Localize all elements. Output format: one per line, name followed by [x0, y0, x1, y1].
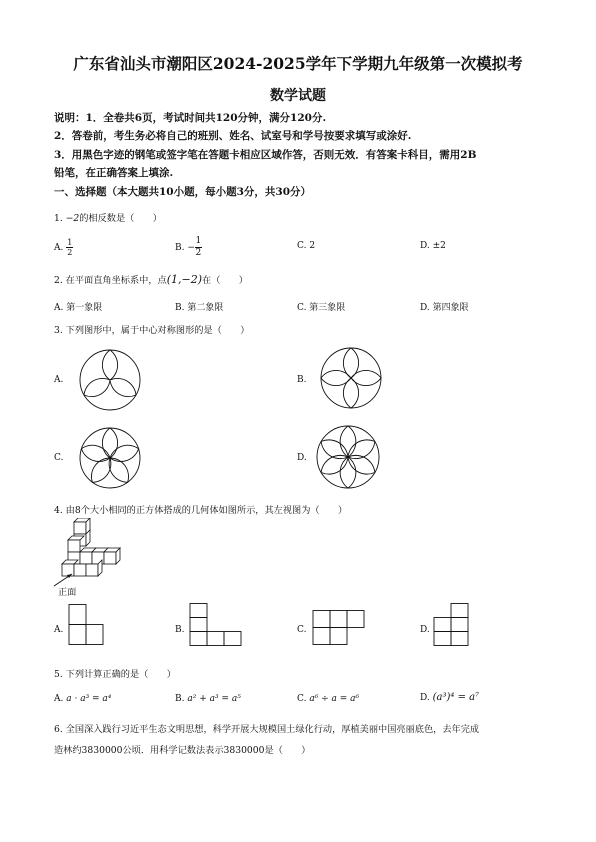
page-title: 广东省汕头市潮阳区2024-2025学年下学期九年级第一次模拟考 — [73, 54, 523, 73]
petal — [340, 457, 356, 488]
q5-option-b: B. a² + a³ = a⁵ — [175, 694, 241, 704]
q3-figure-c — [78, 426, 142, 490]
q1-text: 的相反数是（ ） — [79, 213, 162, 224]
q5-option-d: D. (a³)⁴ = a⁷ — [420, 692, 480, 703]
q4-d-label: D. — [420, 625, 430, 635]
q2-option-c: C. 第三象限 — [297, 303, 346, 313]
q4-option-b-view — [188, 603, 248, 647]
petal — [110, 378, 136, 396]
note-3b: 铅笔，在正确答案上填涂. — [54, 167, 174, 179]
question-5-stem: 5. 下列计算正确的是（ ） — [54, 669, 176, 680]
q4-a-label: A. — [54, 625, 64, 635]
q3-figure-a — [78, 348, 142, 412]
q1-option-b — [175, 236, 202, 259]
petal — [102, 428, 117, 458]
q4-option-d-view — [432, 603, 472, 647]
question-1-stem — [54, 210, 162, 224]
q1-a-label: A. — [54, 243, 64, 253]
page-subtitle: 数学试题 — [270, 88, 326, 104]
petal — [84, 378, 110, 396]
q3-d-label: D. — [297, 453, 307, 463]
petal — [102, 350, 117, 380]
petal — [340, 426, 356, 457]
q2-option-a: A. 第一象限 — [54, 303, 103, 313]
question-4-stem: 4. 由8个大小相同的正方体搭成的几何体如图所示，其左视图为（ ） — [54, 505, 348, 516]
note-3a: 3．用黑色字迹的钢笔或签字笔在答题卡相应区域作答，否则无效．有答案卡科目，需用2B — [54, 149, 477, 161]
q1-option-d: D. ±2 — [420, 241, 446, 251]
q5-option-c: C. a⁶ ÷ a = a⁶ — [297, 694, 360, 704]
q5-d-expr: (a³)⁴ = a⁷ — [432, 692, 480, 703]
q4-front-label: 正面 — [58, 587, 77, 598]
section-heading: 一、选择题（本大题共10小题，每小题3分，共30分） — [54, 186, 312, 198]
q4-c-label: C. — [297, 625, 307, 635]
q3-c-label: C. — [54, 453, 64, 463]
q1-a-fraction: $\frac{1}{2}$ — [67, 238, 73, 257]
q1-b-label: B. — [175, 243, 185, 253]
q4-option-a-view — [66, 604, 106, 646]
q2-option-b: B. 第二象限 — [175, 303, 224, 313]
q1-b-fraction: $\frac{1}{2}$ — [195, 236, 202, 258]
question-3-stem: 3. 下列图形中，属于中心对称图形的是（ ） — [54, 325, 250, 336]
q5-b-expr: a² + a³ = a⁵ — [187, 694, 241, 704]
q1-b-sign: − — [187, 243, 195, 253]
q1-option-c: C. 2 — [297, 241, 316, 251]
q1-option-a — [54, 238, 73, 257]
q4-option-c-view — [311, 610, 371, 646]
question-2-stem: 2. 在平面直角坐标系中，点(1,−2)在（ ） — [54, 273, 248, 286]
q3-figure-d — [315, 424, 381, 490]
q3-b-label: B. — [297, 375, 307, 385]
q5-a-expr: a · a³ = a⁴ — [66, 694, 112, 704]
q4-b-label: B. — [175, 625, 185, 635]
note-2: 2．答卷前，考生务必将自己的班别、姓名、试室号和学号按要求填写或涂好. — [54, 130, 412, 142]
note-1: 说明：1．全卷共6页，考试时间共120分钟，满分120分. — [54, 112, 327, 124]
q1-number: 1. — [54, 213, 63, 224]
q3-figure-b — [319, 346, 383, 410]
q5-c-expr: a⁶ ÷ a = a⁶ — [309, 694, 360, 704]
q2-option-d: D. 第四象限 — [420, 303, 469, 313]
q1-math: −2 — [65, 213, 80, 224]
q3-a-label: A. — [54, 375, 64, 385]
question-6-line2: 造林约3830000公顷．用科学记数法表示3830000是（ ） — [54, 745, 311, 756]
question-6-line1: 6. 全国深入践行习近平生态文明思想，科学开展大规模国土绿化行动，厚植美丽中国亮丽底色，去年完成 — [54, 724, 480, 735]
q2-point: (1,−2) — [166, 273, 203, 286]
q5-option-a: A. a · a³ = a⁴ — [54, 694, 112, 704]
